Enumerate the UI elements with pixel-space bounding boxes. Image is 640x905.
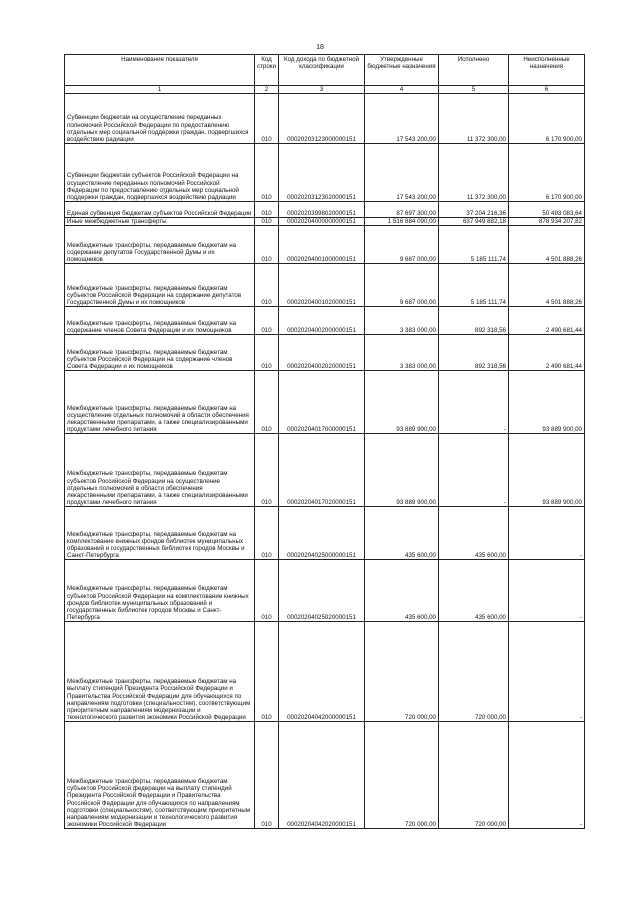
row-income-code: 00020204025000000151	[279, 507, 365, 560]
row-name: Межбюджетные трансферты, передаваемые бюджетам на осуществление отдельных полномочий в области обеспечения лекарственными препаратами, а также специализированными продуктами лечебного питания	[65, 371, 255, 434]
row-line-code: 010	[255, 507, 279, 560]
row-executed: 11 372 300,00	[439, 94, 509, 144]
row-approved: 720 000,00	[365, 622, 439, 722]
column-number: 1	[65, 86, 255, 94]
row-line-code: 010	[255, 226, 279, 264]
row-unexecuted: -	[509, 507, 585, 560]
row-approved: 3 383 000,00	[365, 335, 439, 371]
row-executed: 892 318,56	[439, 307, 509, 335]
row-income-code: 00020204002020000151	[279, 335, 365, 371]
row-name: Единая субвенция бюджетам субъектов Российской Федерации	[65, 202, 255, 218]
row-unexecuted: 4 501 888,26	[509, 226, 585, 264]
row-approved: 17 543 200,00	[365, 144, 439, 202]
row-name: Иные межбюджетные трансферты	[65, 218, 255, 226]
table-row	[65, 94, 585, 144]
column-number: 3	[279, 86, 365, 94]
row-line-code: 010	[255, 335, 279, 371]
column-number: 5	[439, 86, 509, 94]
row-unexecuted: -	[509, 622, 585, 722]
row-line-code: 010	[255, 307, 279, 335]
table-row	[65, 144, 585, 202]
table-row	[65, 218, 585, 226]
row-approved: 435 600,00	[365, 507, 439, 560]
row-executed: 5 185 111,74	[439, 264, 509, 307]
row-unexecuted: 878 934 207,82	[509, 218, 585, 226]
row-approved: 93 889 900,00	[365, 371, 439, 434]
row-approved: 9 687 000,00	[365, 226, 439, 264]
row-name: Субвенции бюджетам субъектов Российской Федерации на осуществление переданных полномочий Российской Федерации по предоставлению отдельных мер социальной поддержки граждан, подвергшихся воздействию радиации	[65, 144, 255, 202]
row-executed: 720 000,00	[439, 722, 509, 829]
row-line-code: 010	[255, 722, 279, 829]
row-line-code: 010	[255, 434, 279, 507]
row-approved: 87 697 300,00	[365, 202, 439, 218]
row-unexecuted: 6 170 900,00	[509, 94, 585, 144]
row-executed: -	[439, 371, 509, 434]
row-executed: 720 000,00	[439, 622, 509, 722]
row-line-code: 010	[255, 560, 279, 622]
row-approved: 9 687 000,00	[365, 264, 439, 307]
row-line-code: 010	[255, 371, 279, 434]
row-unexecuted: 2 490 681,44	[509, 307, 585, 335]
table-row	[65, 335, 585, 371]
row-name: Межбюджетные трансферты, передаваемые бюджетам субъектов Российской Федерации на содержание депутатов Государственной Думы и их помощников	[65, 264, 255, 307]
row-unexecuted: -	[509, 722, 585, 829]
row-name: Межбюджетные трансферты, передаваемые бюджетам на выплату стипендий Президента Российской Федерации и Правительства Российской Федерации для обучающихся по направлениям подготовки (специальностям), соответствующим приоритетным направлениям модернизации и технологического развития экономики Российской Федерации	[65, 622, 255, 722]
row-income-code: 00020204000000000151	[279, 218, 365, 226]
table-row	[65, 434, 585, 507]
row-name: Межбюджетные трансферты, передаваемые бюджетам субъектов Российской Федерации на содержание членов Совета Федерации и их помощников	[65, 335, 255, 371]
row-approved: 3 383 000,00	[365, 307, 439, 335]
column-number: 6	[509, 86, 585, 94]
row-name: Межбюджетные трансферты, передаваемые бюджетам субъектов Российской федерации на выплату стипендий Президента Российской Федерации и Правительства Российской Федерации для обучающихся по направлениям подготовки (специальностям), соответствующим приоритетным направлениям модернизации и технологического развития экономики Российской Федерации	[65, 722, 255, 829]
row-executed: 37 204 216,36	[439, 202, 509, 218]
header-line-code: Код строки	[255, 55, 279, 86]
row-income-code: 00020204002000000151	[279, 307, 365, 335]
row-income-code: 00020204017020000151	[279, 434, 365, 507]
row-name: Межбюджетные трансферты, передаваемые бюджетам на комплектование книжных фондов библиотек муниципальных образований и государственных библиотек городов Москвы и Санкт-Петербурга	[65, 507, 255, 560]
table-row	[65, 722, 585, 829]
row-approved: 93 889 900,00	[365, 434, 439, 507]
budget-execution-table	[64, 54, 585, 829]
table-row	[65, 560, 585, 622]
row-unexecuted: 93 889 900,00	[509, 434, 585, 507]
row-unexecuted: 2 490 681,44	[509, 335, 585, 371]
row-unexecuted: 4 501 888,26	[509, 264, 585, 307]
row-name: Субвенции бюджетам на осуществление переданных полномочий Российской Федерации по предоставлению отдельных мер социальной поддержки граждан, подвергшихся воздействию радиации	[65, 94, 255, 144]
row-line-code: 010	[255, 622, 279, 722]
column-number-row	[65, 86, 585, 94]
row-income-code: 00020203123000000151	[279, 94, 365, 144]
row-name: Межбюджетные трансферты, передаваемые бюджетам субъектов Российской Федерации на осуществление отдельных полномочий в области обеспечения лекарственными препаратами, а также специализированными продуктами лечебного питания	[65, 434, 255, 507]
row-executed: 435 600,00	[439, 560, 509, 622]
row-approved: 17 543 200,00	[365, 94, 439, 144]
row-line-code: 010	[255, 264, 279, 307]
row-income-code: 00020204042020000151	[279, 722, 365, 829]
row-line-code: 010	[255, 144, 279, 202]
row-unexecuted: -	[509, 560, 585, 622]
table-row	[65, 622, 585, 722]
table-row	[65, 371, 585, 434]
row-approved: 720 000,00	[365, 722, 439, 829]
header-income-code: Код дохода по бюджетной классификации	[279, 55, 365, 86]
row-line-code: 010	[255, 202, 279, 218]
row-name: Межбюджетные трансферты, передаваемые бюджетам субъектов Российской Федерации на комплектование книжных фондов библиотек муниципальных образований и государственных библиотек городов Москвы и Санкт-Петербурга	[65, 560, 255, 622]
table-row	[65, 507, 585, 560]
table-row	[65, 307, 585, 335]
table-row	[65, 264, 585, 307]
row-income-code: 00020203998020000151	[279, 202, 365, 218]
row-executed: 5 185 111,74	[439, 226, 509, 264]
table-row	[65, 226, 585, 264]
row-income-code: 00020204042000000151	[279, 622, 365, 722]
row-income-code: 00020204001000000151	[279, 226, 365, 264]
table-row	[65, 202, 585, 218]
row-executed: 637 949 882,18	[439, 218, 509, 226]
column-number: 4	[365, 86, 439, 94]
row-unexecuted: 6 170 900,00	[509, 144, 585, 202]
header-name: Наименование показателя	[65, 55, 255, 86]
row-income-code: 00020204025020000151	[279, 560, 365, 622]
header-row	[65, 55, 585, 86]
column-number: 2	[255, 86, 279, 94]
row-approved: 435 600,00	[365, 560, 439, 622]
row-executed: -	[439, 434, 509, 507]
header-executed: Исполнено	[439, 55, 509, 86]
row-approved: 1 516 884 090,00	[365, 218, 439, 226]
row-line-code: 010	[255, 218, 279, 226]
row-executed: 892 318,56	[439, 335, 509, 371]
header-approved: Утвержденные бюджетные назначения	[365, 55, 439, 86]
row-executed: 435 600,00	[439, 507, 509, 560]
header-unexecuted: Неисполненные назначения	[509, 55, 585, 86]
row-name: Межбюджетные трансферты, передаваемые бюджетам на содержание депутатов Государственной Думы и их помощников	[65, 226, 255, 264]
row-income-code: 00020204017000000151	[279, 371, 365, 434]
page-number: 18	[316, 44, 324, 51]
row-income-code: 00020204001020000151	[279, 264, 365, 307]
row-name: Межбюджетные трансферты, передаваемые бюджетам на содержание членов Совета Федерации и их помощников	[65, 307, 255, 335]
row-executed: 11 372 300,00	[439, 144, 509, 202]
row-line-code: 010	[255, 94, 279, 144]
row-unexecuted: 50 493 083,64	[509, 202, 585, 218]
row-income-code: 00020203123020000151	[279, 144, 365, 202]
row-unexecuted: 93 889 900,00	[509, 371, 585, 434]
